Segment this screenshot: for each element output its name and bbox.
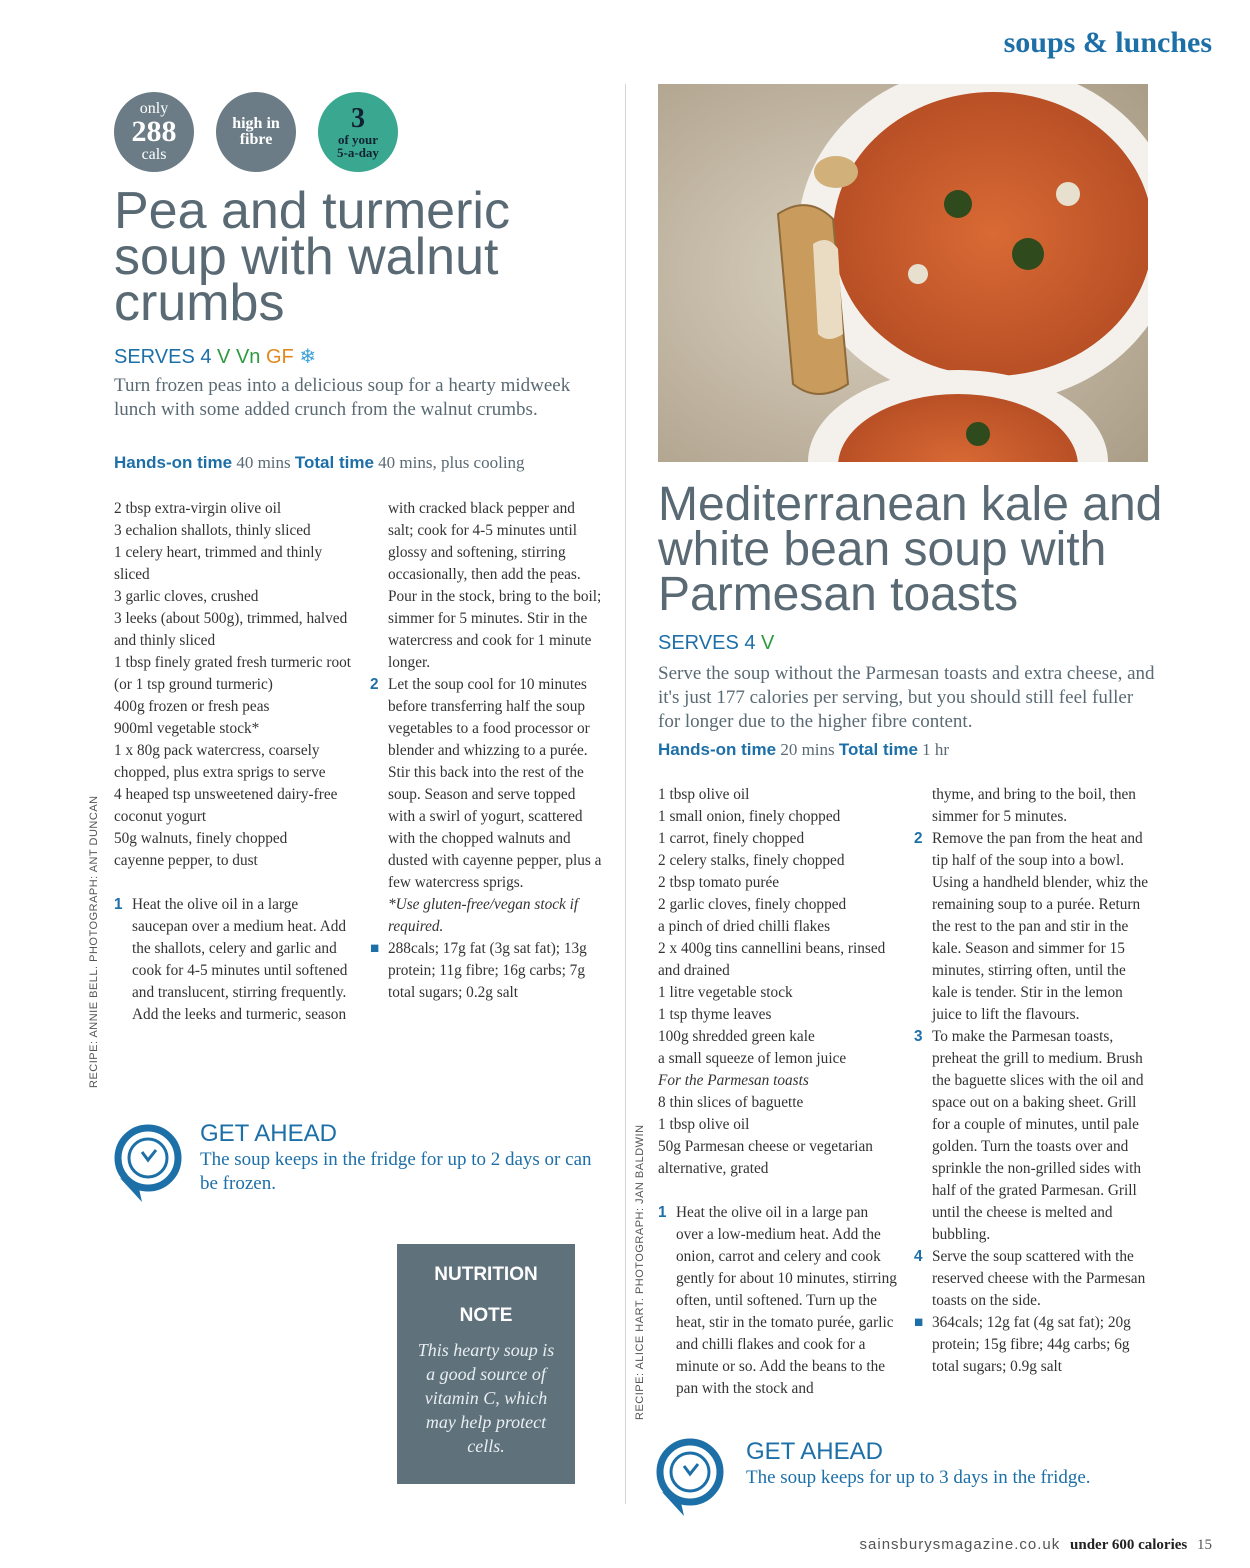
recipe1-nutrition xyxy=(370,938,602,1004)
nutrition-square-icon: ■ xyxy=(914,1314,924,1331)
recipe2-intro: Serve the soup without the Parmesan toasts and extra cheese, and it's just 177 calories per serving, but you should still feel fuller for longer due to the higher fibre content. xyxy=(658,663,1155,732)
step-text: Let the soup cool for 10 minutes before transferring half the soup vegetables to a food processor or blender and whizzing to a purée. Stir this back into the rest of the soup. Season and serve topped with a swirl of yogurt, scattered with the chopped walnuts and dusted with cayenne pepper, plus a few watercress sprigs. xyxy=(388,676,602,891)
column-divider xyxy=(625,84,626,1504)
badge-five-text1: of your xyxy=(337,132,379,147)
recipe1-hands-on-label: Hands-on time xyxy=(114,453,233,472)
recipe2-serves: SERVES 4 xyxy=(658,632,756,654)
recipe1-get-ahead-text: The soup keeps in the fridge for up to 2 days or can be frozen. xyxy=(200,1149,592,1194)
ingredient: 3 echalion shallots, thinly sliced xyxy=(114,522,311,539)
five-a-day-badge xyxy=(318,92,398,172)
step-number: 3 xyxy=(914,1028,923,1045)
recipe2-credit: RECIPE: ALICE HART. PHOTOGRAPH: JAN BALDWIN xyxy=(634,1124,646,1420)
recipe2-step-2 xyxy=(914,828,1154,1026)
badge-cals-value: 288 xyxy=(131,115,177,148)
ingredient: 1 x 80g pack watercress, coarsely chopped, plus extra sprigs to serve xyxy=(114,742,326,781)
recipe1-total-label: Total time xyxy=(294,453,374,472)
step-text: Serve the soup scattered with the reserved cheese with the Parmesan toasts on the side. xyxy=(932,1248,1146,1309)
tag-gf: GF xyxy=(265,346,294,368)
step-number: 1 xyxy=(658,1204,667,1221)
fibre-badge xyxy=(216,92,296,172)
ingredient: 1 tbsp olive oil xyxy=(658,786,750,803)
clock-icon xyxy=(112,1118,188,1210)
step-number: 2 xyxy=(914,830,923,847)
nutrition-text: 364cals; 12g fat (4g sat fat); 20g protein; 15g fibre; 44g carbs; 6g total sugars; 0.9g salt xyxy=(932,1314,1131,1375)
ingredient: 1 celery heart, trimmed and thinly sliced xyxy=(114,544,323,583)
ingredient: 2 garlic cloves, finely chopped xyxy=(658,896,847,913)
recipe1-stock-note: *Use gluten-free/vegan stock if required. xyxy=(388,896,579,935)
ingredient: 400g frozen or fresh peas xyxy=(114,698,270,715)
recipe2-hands-on-value: 20 mins xyxy=(780,740,835,759)
recipe1-intro: Turn frozen peas into a delicious soup for a hearty midweek lunch with some added crunch from the walnut crumbs. xyxy=(114,375,571,420)
recipe1-serves: SERVES 4 xyxy=(114,346,212,368)
page-footer xyxy=(860,1536,1212,1554)
ingredient: 50g Parmesan cheese or vegetarian alternative, grated xyxy=(658,1138,873,1177)
ingredient: 1 tsp thyme leaves xyxy=(658,1006,772,1023)
step-number: 2 xyxy=(370,676,379,693)
nutrition-note-text: This hearty soup is a good source of vitamin C, which may help protect cells. xyxy=(417,1340,555,1456)
recipe1-title: Pea and turmeric soup with walnut crumbs xyxy=(114,182,510,332)
recipe2-get-ahead-title: GET AHEAD xyxy=(746,1438,883,1465)
calories-badge xyxy=(114,92,194,172)
recipe1-method xyxy=(370,498,602,1004)
ingredient: 8 thin slices of baguette xyxy=(658,1094,804,1111)
ingredient: 50g walnuts, finely chopped xyxy=(114,830,288,847)
step-text: thyme, and bring to the boil, then simmer for 5 minutes. xyxy=(932,786,1136,825)
nutrition-text: 288cals; 17g fat (3g sat fat); 13g protein; 11g fibre; 16g carbs; 7g total sugars; 0.2g salt xyxy=(388,940,587,1001)
page-number: 15 xyxy=(1197,1537,1212,1553)
recipe2-step-3 xyxy=(914,1026,1154,1246)
ingredient: 3 garlic cloves, crushed xyxy=(114,588,259,605)
recipe2-method xyxy=(914,784,1154,1378)
ingredient: 4 heaped tsp unsweetened dairy-free coconut yogurt xyxy=(114,786,338,825)
nutrition-note-box xyxy=(397,1244,575,1484)
badge-five-value: 3 xyxy=(351,103,365,134)
step-number: 1 xyxy=(114,896,123,913)
ingredient: a pinch of dried chilli flakes xyxy=(658,918,831,935)
toasts-heading: For the Parmesan toasts xyxy=(658,1072,809,1089)
ingredient: 100g shredded green kale xyxy=(658,1028,815,1045)
step-text: To make the Parmesan toasts, preheat the grill to medium. Brush the baguette slices with the oil and space out on a baking sheet. Grill for a couple of minutes, until pale golden. Turn the toasts over and sprinkle the non-grilled sides with half of the grated Parmesan. Grill until the cheese is melted and bubbling. xyxy=(932,1028,1144,1243)
recipe2-title: Mediterranean kale and white bean soup with Parmesan toasts xyxy=(658,478,1163,621)
recipe2-step-1 xyxy=(658,1202,898,1400)
recipe1-serves-line xyxy=(114,344,316,369)
step-text: Heat the olive oil in a large pan over a low-medium heat. Add the onion, carrot and celery and cook gently for about 10 minutes, stirring often, until softened. Turn up the heat, stir in the tomato purée, garlic and chilli flakes and cook for a minute or so. Add the beans to the pan with the stock and xyxy=(676,1204,897,1397)
ingredient: 2 tbsp extra-virgin olive oil xyxy=(114,500,282,517)
tag-v: V xyxy=(217,346,231,368)
step-text: Heat the olive oil in a large saucepan over a medium heat. Add the shallots, celery and garlic and cook for 4-5 minutes until softened and translucent, stirring frequently. Add the leeks and turmeric, season xyxy=(132,896,348,1023)
recipe1-times xyxy=(114,453,604,473)
ingredient: 1 carrot, finely chopped xyxy=(658,830,805,847)
ingredient: cayenne pepper, to dust xyxy=(114,852,258,869)
ingredient: 1 tbsp finely grated fresh turmeric root (or 1 tsp ground turmeric) xyxy=(114,654,352,693)
recipe2-times xyxy=(658,740,1178,760)
tag-v: V xyxy=(761,632,775,654)
recipe2-serves-line xyxy=(658,632,774,655)
ingredient: 2 tbsp tomato purée xyxy=(658,874,780,891)
recipe1-hands-on-value: 40 mins xyxy=(236,453,291,472)
clock-icon xyxy=(654,1432,730,1524)
recipe2-total-value: 1 hr xyxy=(922,740,950,759)
recipe2-nutrition xyxy=(914,1312,1154,1378)
freezable-icon: ❄ xyxy=(299,346,317,368)
recipe2-hands-on-label: Hands-on time xyxy=(658,740,777,759)
recipe1-get-ahead-title: GET AHEAD xyxy=(200,1120,337,1147)
badge-only: only xyxy=(139,100,169,117)
recipe1-total-value: 40 mins, plus cooling xyxy=(378,453,525,472)
ingredient: 1 small onion, finely chopped xyxy=(658,808,841,825)
footer-site: sainsburysmagazine.co.uk xyxy=(859,1536,1061,1553)
recipe2-step-4 xyxy=(914,1246,1154,1312)
recipe1-step-2 xyxy=(370,674,602,894)
recipe1-ingredients xyxy=(114,498,354,1026)
nutrition-square-icon: ■ xyxy=(370,940,380,957)
recipe1-step-1 xyxy=(114,894,354,1026)
step-text: Remove the pan from the heat and tip half of the soup into a bowl. Using a handheld blender, whiz the remaining soup to a purée. Return the rest to the pan and stir in the kale. Season and simmer for 15 minutes, stirring often, until the kale is tender. Stir in the lemon juice to lift the flavours. xyxy=(932,830,1149,1023)
nutrition-note-title1: NUTRITION xyxy=(434,1264,538,1285)
recipe1-credit: RECIPE: ANNIE BELL. PHOTOGRAPH: ANT DUNCAN xyxy=(88,795,100,1088)
recipe2-get-ahead-text: The soup keeps for up to 3 days in the fridge. xyxy=(746,1467,1091,1488)
badge-five-text2: 5-a-day xyxy=(337,145,379,160)
ingredient: 2 x 400g tins cannellini beans, rinsed and drained xyxy=(658,940,886,979)
step-text: with cracked black pepper and salt; cook for 4-5 minutes until glossy and softening, stirring occasionally, then add the peas. Pour in the stock, bring to the boil; simmer for 5 minutes. Stir in the watercress and cook for 1 minute longer. xyxy=(388,500,602,671)
recipe2-total-label: Total time xyxy=(838,740,918,759)
ingredient: 3 leeks (about 500g), trimmed, halved and thinly sliced xyxy=(114,610,348,649)
nutrition-note-title2: NOTE xyxy=(459,1305,513,1326)
step-number: 4 xyxy=(914,1248,923,1265)
ingredient: 1 litre vegetable stock xyxy=(658,984,793,1001)
badge-fibre-text: high in fibre xyxy=(232,115,280,148)
footer-section: under 600 calories xyxy=(1070,1537,1188,1553)
tag-vn: Vn xyxy=(235,346,261,368)
recipe2-ingredients xyxy=(658,784,898,1400)
ingredient: a small squeeze of lemon juice xyxy=(658,1050,847,1067)
soup-photo xyxy=(658,84,1148,462)
ingredient: 900ml vegetable stock* xyxy=(114,720,260,737)
ingredient: 1 tbsp olive oil xyxy=(658,1116,750,1133)
ingredient: 2 celery stalks, finely chopped xyxy=(658,852,845,869)
section-heading: soups & lunches xyxy=(1003,26,1212,59)
badge-cals-unit: cals xyxy=(141,146,167,163)
